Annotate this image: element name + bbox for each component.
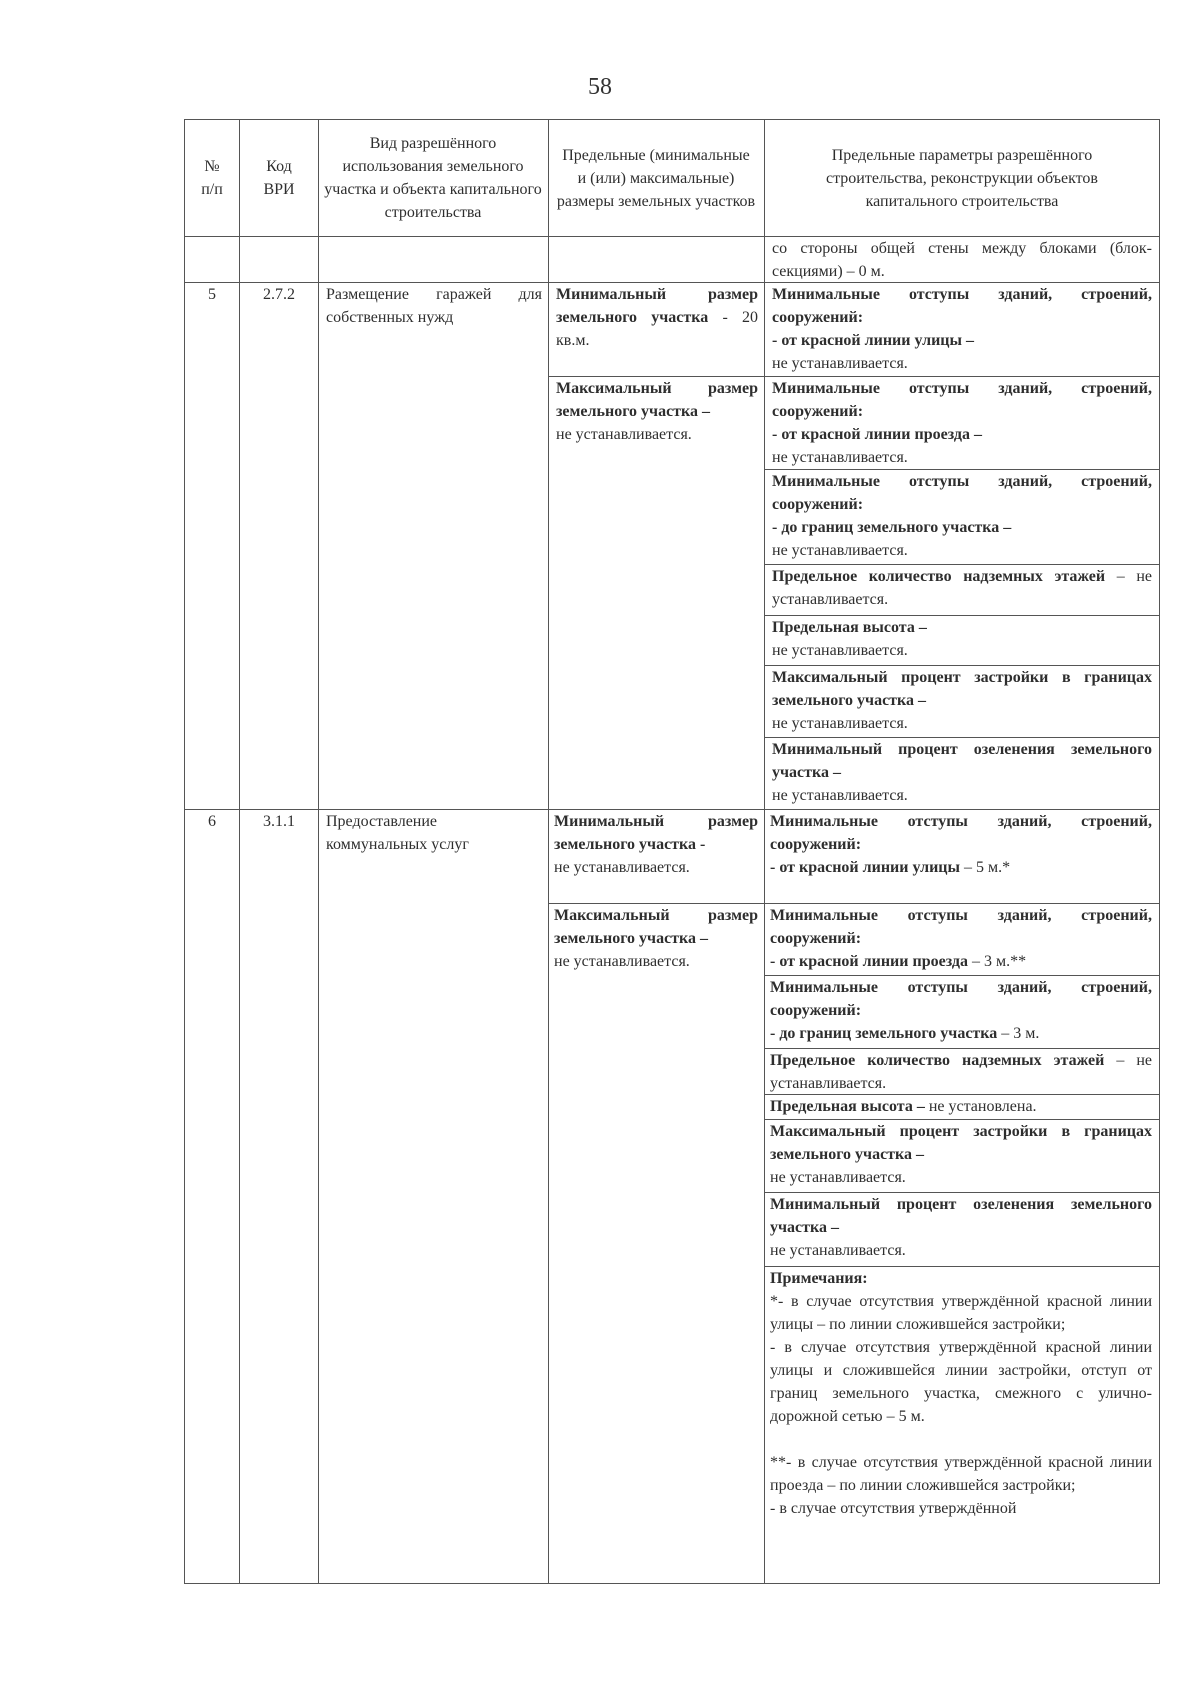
param-label: Минимальные отступы зданий, строений, сооружений: - от красной линии проезда: [770, 907, 1152, 970]
param-cell: [772, 470, 1152, 562]
row-use: Размещение гаражей для собственных нужд: [326, 286, 542, 326]
param-cell: [770, 1193, 1152, 1262]
param-label: Предельная высота –: [772, 619, 927, 636]
size-max-label: Максимальный размер земельного участка –: [554, 907, 758, 947]
row-num: 6: [208, 813, 216, 830]
param-value: не устанавливается.: [772, 542, 908, 559]
notes: [770, 1267, 1152, 1581]
param-label: Максимальный процент застройки в границах земельного участка –: [770, 1123, 1152, 1163]
param-label: Минимальные отступы зданий, строений, сооружений: - от красной линии улицы: [770, 813, 1152, 876]
size-min: [556, 283, 758, 352]
size-min-label: Минимальный размер земельного участка: [556, 286, 758, 326]
param-value: не устанавливается.: [770, 1169, 906, 1186]
param-cell: [772, 738, 1152, 807]
param-label: Предельная высота –: [770, 1098, 925, 1115]
header-code: Код ВРИ: [263, 158, 295, 198]
param-cell: [770, 904, 1152, 973]
param-label: Максимальный процент застройки в границах земельного участка –: [772, 669, 1152, 709]
header-num: № п/п: [201, 158, 223, 198]
param-label: Минимальный процент озеленения земельного участка –: [772, 741, 1152, 781]
size-min-label: Минимальный размер земельного участка -: [554, 813, 758, 853]
param-label: Минимальные отступы зданий, строений, сооружений: - до границ земельного участка: [770, 979, 1152, 1042]
regulations-table: [184, 119, 1160, 1584]
param-value: – 3 м.**: [967, 953, 1027, 970]
param-cell: [772, 666, 1152, 735]
size-min-value: - 20 кв.м.: [556, 309, 758, 349]
row-code: 3.1.1: [263, 813, 295, 830]
row-use: Предоставление коммунальных услуг: [326, 813, 469, 853]
param-cell: [770, 1095, 1152, 1118]
header-params: Предельные параметры разрешённого строительства, реконструкции объектов капитального строительства: [826, 146, 1098, 210]
header-use: Вид разрешённого использования земельного участка и объекта капитального строительства: [324, 135, 542, 221]
row-code: 2.7.2: [263, 286, 295, 303]
param-value: не устанавливается.: [772, 449, 908, 466]
param-cell: [770, 1049, 1152, 1095]
param-value: не устанавливается.: [772, 715, 908, 732]
param-cell: [770, 1120, 1152, 1189]
size-max: [556, 377, 758, 446]
param-value: – 3 м.: [997, 1025, 1040, 1042]
param-cell: [772, 565, 1152, 611]
size-max-label: Максимальный размер земельного участка –: [556, 380, 758, 420]
param-value: – не устанавливается.: [772, 568, 1152, 608]
param-value: не устанавливается.: [770, 1242, 906, 1259]
param-cell: [770, 976, 1152, 1045]
param-label: Предельное количество надземных этажей: [772, 568, 1106, 585]
row-num: 5: [208, 286, 216, 303]
size-max: [554, 904, 758, 973]
param-cell: [772, 283, 1152, 375]
param-cell: [772, 616, 1152, 662]
param-label: Минимальные отступы зданий, строений, сооружений: - от красной линии улицы –: [772, 286, 1152, 349]
size-min: [554, 810, 758, 879]
param-value: – 5 м.*: [960, 859, 1011, 876]
page-number: 58: [588, 74, 612, 100]
notes-text: *- в случае отсутствия утверждённой красной линии улицы – по линии сложившейся застройки; - в случае отсутствия утверждённой красной линии улицы и сложившейся линии застройки, отступ от границ земельного участка, смежного с улично-дорожной сетью – 5 м. **- в случае отсутствия утверждённой красной линии проезда – по линии сложившейся застройки; - в случае отсутствия утверждённой: [770, 1293, 1152, 1517]
param-cell: [770, 810, 1152, 879]
size-max-value: не устанавливается.: [554, 953, 690, 970]
param-label: Предельное количество надземных этажей: [770, 1052, 1105, 1069]
param-label: Минимальный процент озеленения земельного участка –: [770, 1196, 1152, 1236]
param-value: не устанавливается.: [772, 642, 908, 659]
notes-title: Примечания:: [770, 1270, 868, 1287]
param-value: не устанавливается.: [772, 355, 908, 372]
param-value: не устанавливается.: [772, 787, 908, 804]
size-min-value: не устанавливается.: [554, 859, 690, 876]
param-value: – не устанавливается.: [770, 1052, 1152, 1092]
param-cell: [772, 377, 1152, 469]
param-value: не установлена.: [924, 1098, 1037, 1115]
continuation-text: со стороны общей стены между блоками (блок-секциями) – 0 м.: [772, 240, 1152, 280]
size-max-value: не устанавливается.: [556, 426, 692, 443]
param-label: Минимальные отступы зданий, строений, сооружений: - до границ земельного участка –: [772, 473, 1152, 536]
header-sizes: Предельные (минимальные и (или) максимальные) размеры земельных участков: [556, 146, 756, 210]
param-label: Минимальные отступы зданий, строений, сооружений: - от красной линии проезда –: [772, 380, 1152, 443]
